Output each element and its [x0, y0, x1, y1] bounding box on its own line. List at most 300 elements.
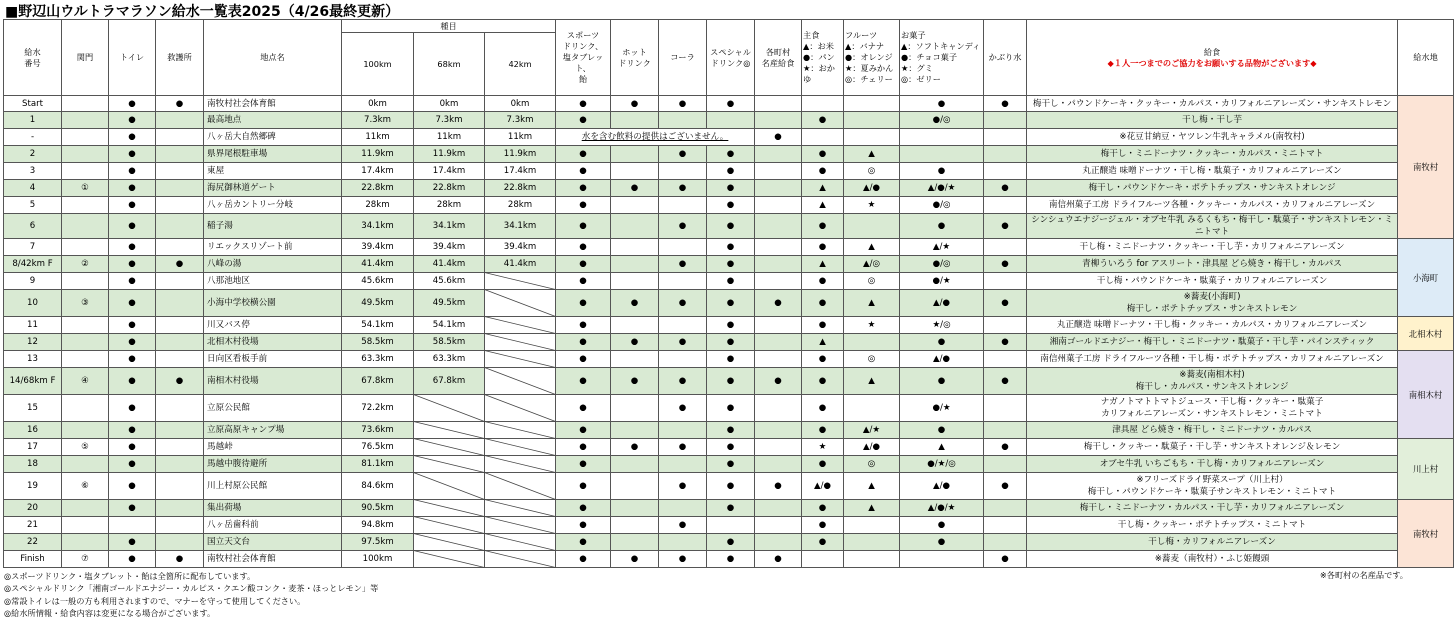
sweets-mark: ●/★ — [900, 273, 984, 290]
aid-station-mark — [156, 239, 204, 256]
hot-drink-mark — [611, 256, 659, 273]
distance-42km: 17.4km — [485, 163, 556, 180]
toilet-mark: ● — [109, 422, 156, 439]
sweets-mark: ● — [900, 214, 984, 239]
place-name: 集出荷場 — [204, 500, 342, 517]
distance-100km: 58.5km — [342, 334, 414, 351]
checkpoint-mark — [62, 517, 109, 534]
station-number: 17 — [4, 439, 62, 456]
station-number: 10 — [4, 290, 62, 317]
local-food-mark — [755, 534, 802, 551]
aid-station-mark — [156, 129, 204, 146]
fruit-mark: ▲/★ — [844, 422, 900, 439]
toilet-mark: ● — [109, 534, 156, 551]
place-name: 馬越中腹待避所 — [204, 456, 342, 473]
staple-food-mark: ▲ — [802, 334, 844, 351]
food-items: ※蕎麦(南相木村) 梅干し・カルパス・サンキストオレンジ — [1027, 368, 1398, 395]
fruit-mark: ◎ — [844, 351, 900, 368]
toilet-mark: ● — [109, 334, 156, 351]
distance-100km: 45.6km — [342, 273, 414, 290]
splash-water-mark — [984, 534, 1027, 551]
distance-68km — [414, 534, 485, 551]
header-water: かぶり水 — [984, 20, 1027, 96]
checkpoint-mark — [62, 239, 109, 256]
sweets-mark: ●/★ — [900, 395, 984, 422]
distance-42km: 11.9km — [485, 146, 556, 163]
cola-mark: ● — [659, 214, 707, 239]
place-name: 稲子湯 — [204, 214, 342, 239]
header-toilet: トイレ — [109, 20, 156, 96]
checkpoint-mark: ⑥ — [62, 473, 109, 500]
area-label: 南牧村 — [1398, 96, 1454, 239]
checkpoint-mark — [62, 317, 109, 334]
staple-food-mark: ● — [802, 395, 844, 422]
distance-68km: 63.3km — [414, 351, 485, 368]
local-food-mark — [755, 395, 802, 422]
checkpoint-mark: ② — [62, 256, 109, 273]
distance-42km — [485, 334, 556, 351]
distance-68km: 49.5km — [414, 290, 485, 317]
table-row — [4, 368, 1454, 395]
special-drink-mark: ● — [707, 197, 755, 214]
fruit-mark — [844, 517, 900, 534]
checkpoint-mark — [62, 456, 109, 473]
sports-drink-mark: ● — [556, 290, 611, 317]
fruit-mark: ◎ — [844, 163, 900, 180]
distance-68km: 28km — [414, 197, 485, 214]
checkpoint-mark: ⑤ — [62, 439, 109, 456]
place-name: 立原高原キャンプ場 — [204, 422, 342, 439]
distance-68km: 54.1km — [414, 317, 485, 334]
checkpoint-mark — [62, 422, 109, 439]
distance-100km: 41.4km — [342, 256, 414, 273]
food-items: ※花豆甘納豆・ヤツレン牛乳キャラメル(南牧村) — [1027, 129, 1398, 146]
distance-68km: 7.3km — [414, 112, 485, 129]
hot-drink-mark — [611, 517, 659, 534]
distance-100km: 0km — [342, 96, 414, 112]
sports-drink-mark: ● — [556, 256, 611, 273]
station-number: 1 — [4, 112, 62, 129]
sweets-mark: ▲/● — [900, 351, 984, 368]
fruit-mark: ▲ — [844, 368, 900, 395]
cola-mark — [659, 197, 707, 214]
table-row — [4, 146, 1454, 163]
special-drink-mark: ● — [707, 334, 755, 351]
hot-drink-mark — [611, 473, 659, 500]
local-food-mark — [755, 351, 802, 368]
distance-42km — [485, 368, 556, 395]
cola-mark: ● — [659, 334, 707, 351]
footnote: ◎スポーツドリンク・塩タブレット・飴は全箇所に配布しています。 — [4, 571, 256, 581]
table-row — [4, 456, 1454, 473]
place-name: 最高地点 — [204, 112, 342, 129]
header-local: 各町村 名産給食 — [755, 20, 802, 96]
staple-food-mark: ● — [802, 290, 844, 317]
sports-drink-mark: ● — [556, 180, 611, 197]
splash-water-mark: ● — [984, 334, 1027, 351]
distance-42km — [485, 422, 556, 439]
splash-water-mark — [984, 163, 1027, 180]
cola-mark — [659, 351, 707, 368]
special-drink-mark: ● — [707, 214, 755, 239]
fruit-mark: ▲/● — [844, 439, 900, 456]
food-items: 梅干し・パウンドケーキ・クッキー・カルパス・カリフォルニアレーズン・サンキストレモン — [1027, 96, 1398, 112]
checkpoint-mark — [62, 273, 109, 290]
staple-food-mark: ● — [802, 146, 844, 163]
fruit-mark: ★ — [844, 197, 900, 214]
food-items: ※フリーズドライ野菜スープ（川上村） 梅干し・パウンドケーキ・駄菓子サンキストレモン・ミニトマト — [1027, 473, 1398, 500]
table-row — [4, 163, 1454, 180]
toilet-mark: ● — [109, 96, 156, 112]
splash-water-mark — [984, 395, 1027, 422]
splash-water-mark: ● — [984, 368, 1027, 395]
distance-100km: 81.1km — [342, 456, 414, 473]
sweets-mark: ● — [900, 334, 984, 351]
toilet-mark: ● — [109, 500, 156, 517]
fruit-mark — [844, 112, 900, 129]
food-items: 干し梅・ミニドーナツ・クッキー・干し芋・カリフォルニアレーズン — [1027, 239, 1398, 256]
splash-water-mark: ● — [984, 180, 1027, 197]
distance-42km — [485, 456, 556, 473]
cola-mark — [659, 534, 707, 551]
local-food-mark — [755, 96, 802, 112]
cola-mark — [659, 456, 707, 473]
staple-food-mark: ● — [802, 163, 844, 180]
splash-water-mark: ● — [984, 473, 1027, 500]
food-items: 丸正醸造 味噌ドーナツ・干し梅・駄菓子・カリフォルニアレーズン — [1027, 163, 1398, 180]
toilet-mark: ● — [109, 439, 156, 456]
distance-42km: 28km — [485, 197, 556, 214]
food-items: ※蕎麦(小海町) 梅干し・ポテトチップス・サンキストレモン — [1027, 290, 1398, 317]
special-drink-mark: ● — [707, 180, 755, 197]
cola-mark — [659, 317, 707, 334]
sports-drink-mark: ● — [556, 239, 611, 256]
distance-42km: 34.1km — [485, 214, 556, 239]
toilet-mark: ● — [109, 112, 156, 129]
aid-station-mark: ● — [156, 368, 204, 395]
distance-42km — [485, 473, 556, 500]
distance-68km: 39.4km — [414, 239, 485, 256]
aid-station-mark: ● — [156, 96, 204, 112]
distance-68km: 11km — [414, 129, 485, 146]
special-drink-mark: ● — [707, 500, 755, 517]
header-sports: スポーツ ドリンク、 塩タブレット、 飴 — [556, 20, 611, 96]
page-title: ■野辺山ウルトラマラソン給水一覧表2025（4/26最終更新） — [5, 4, 400, 20]
sports-drink-mark: ● — [556, 273, 611, 290]
sports-drink-mark: ● — [556, 439, 611, 456]
aid-station-mark — [156, 351, 204, 368]
station-number: 2 — [4, 146, 62, 163]
sweets-mark: ▲/★ — [900, 239, 984, 256]
food-items: 丸正醸造 味噌ドーナツ・干し梅・クッキー・カルパス・カリフォルニアレーズン — [1027, 317, 1398, 334]
fruit-mark — [844, 395, 900, 422]
place-name: 県界尾根駐車場 — [204, 146, 342, 163]
food-items: 梅干し・パウンドケーキ・ポテトチップス・サンキストオレンジ — [1027, 180, 1398, 197]
station-number: 9 — [4, 273, 62, 290]
toilet-mark: ● — [109, 456, 156, 473]
distance-100km: 100km — [342, 551, 414, 568]
cola-mark: ● — [659, 146, 707, 163]
toilet-mark: ● — [109, 197, 156, 214]
toilet-mark: ● — [109, 129, 156, 146]
sports-drink-mark: ● — [556, 163, 611, 180]
distance-42km — [485, 551, 556, 568]
food-items: 干し梅・パウンドケーキ・駄菓子・カリフォルニアレーズン — [1027, 273, 1398, 290]
distance-42km: 41.4km — [485, 256, 556, 273]
aid-station-mark — [156, 180, 204, 197]
food-items: 青柳ういろう for アスリート・津具屋 どら焼き・梅干し・カルパス — [1027, 256, 1398, 273]
distance-100km: 84.6km — [342, 473, 414, 500]
sports-drink-mark: ● — [556, 422, 611, 439]
local-food-mark — [755, 317, 802, 334]
local-food-mark — [755, 214, 802, 239]
distance-42km — [485, 534, 556, 551]
toilet-mark: ● — [109, 273, 156, 290]
sports-drink-mark: ● — [556, 500, 611, 517]
staple-food-mark — [802, 129, 844, 146]
staple-food-mark: ★ — [802, 439, 844, 456]
special-drink-mark: ● — [707, 96, 755, 112]
sports-drink-mark: ● — [556, 197, 611, 214]
sports-drink-mark: ● — [556, 517, 611, 534]
hot-drink-mark: ● — [611, 96, 659, 112]
local-food-mark — [755, 163, 802, 180]
cola-mark: ● — [659, 517, 707, 534]
checkpoint-mark — [62, 197, 109, 214]
special-drink-mark: ● — [707, 551, 755, 568]
checkpoint-mark — [62, 112, 109, 129]
staple-food-mark: ● — [802, 351, 844, 368]
sports-drink-mark: ● — [556, 214, 611, 239]
local-food-mark — [755, 197, 802, 214]
splash-water-mark: ● — [984, 256, 1027, 273]
fruit-mark: ▲/◎ — [844, 256, 900, 273]
distance-42km — [485, 395, 556, 422]
hot-drink-mark — [611, 239, 659, 256]
fruit-mark: ▲ — [844, 500, 900, 517]
sports-drink-mark: ● — [556, 351, 611, 368]
hot-drink-mark — [611, 197, 659, 214]
fruit-mark — [844, 214, 900, 239]
special-drink-mark: ● — [707, 473, 755, 500]
local-food-mark — [755, 334, 802, 351]
station-number: 19 — [4, 473, 62, 500]
station-number: 13 — [4, 351, 62, 368]
staple-food-mark: ▲ — [802, 197, 844, 214]
station-number: 18 — [4, 456, 62, 473]
splash-water-mark — [984, 197, 1027, 214]
staple-food-mark: ▲ — [802, 180, 844, 197]
toilet-mark — [109, 517, 156, 534]
distance-100km: 39.4km — [342, 239, 414, 256]
sports-drink-mark: ● — [556, 551, 611, 568]
hot-drink-mark — [611, 214, 659, 239]
table-row — [4, 273, 1454, 290]
food-items: シンシュウエナジージェル・オブセ牛乳 みるくもち・梅干し・駄菓子・サンキストレモン・ミニトマト — [1027, 214, 1398, 239]
place-name: リエックスリゾート前 — [204, 239, 342, 256]
splash-water-mark — [984, 239, 1027, 256]
aid-station-mark — [156, 197, 204, 214]
cola-mark: ● — [659, 368, 707, 395]
fruit-mark — [844, 129, 900, 146]
place-name: 八ヶ岳歯科前 — [204, 517, 342, 534]
place-name: 日向区看板手前 — [204, 351, 342, 368]
distance-42km — [485, 439, 556, 456]
special-drink-mark: ● — [707, 239, 755, 256]
checkpoint-mark — [62, 395, 109, 422]
place-name: 八那池地区 — [204, 273, 342, 290]
local-food-mark — [755, 422, 802, 439]
checkpoint-mark — [62, 351, 109, 368]
special-drink-mark: ● — [707, 256, 755, 273]
hot-drink-mark: ● — [611, 180, 659, 197]
local-food-mark: ● — [755, 473, 802, 500]
table-row — [4, 395, 1454, 422]
local-food-mark — [755, 500, 802, 517]
food-items: 干し梅・クッキー・ポテトチップス・ミニトマト — [1027, 517, 1398, 534]
table-row — [4, 239, 1454, 256]
splash-water-mark: ● — [984, 439, 1027, 456]
footnotes — [4, 570, 378, 620]
cola-mark: ● — [659, 473, 707, 500]
table-row — [4, 517, 1454, 534]
local-food-mark — [755, 256, 802, 273]
toilet-mark: ● — [109, 146, 156, 163]
sports-drink-mark: ● — [556, 96, 611, 112]
station-number: 21 — [4, 517, 62, 534]
aid-station-mark: ● — [156, 256, 204, 273]
staple-food-mark: ● — [802, 317, 844, 334]
place-name: 北相木村役場 — [204, 334, 342, 351]
checkpoint-mark — [62, 146, 109, 163]
hot-drink-mark — [611, 456, 659, 473]
cola-mark — [659, 273, 707, 290]
fruit-mark: ★ — [844, 317, 900, 334]
staple-food-mark: ● — [802, 422, 844, 439]
header-42km: 42km — [485, 33, 556, 96]
staple-food-mark: ● — [802, 456, 844, 473]
toilet-mark: ● — [109, 290, 156, 317]
splash-water-mark — [984, 129, 1027, 146]
header-sweets: お菓子 ▲：ソフトキャンディ ●：チョコ菓子 ★：グミ ◎：ゼリー — [900, 20, 984, 96]
hot-drink-mark — [611, 500, 659, 517]
hot-drink-mark: ● — [611, 368, 659, 395]
distance-100km: 94.8km — [342, 517, 414, 534]
special-drink-mark: ● — [707, 368, 755, 395]
hot-drink-mark — [611, 351, 659, 368]
distance-68km — [414, 551, 485, 568]
area-label: 北相木村 — [1398, 317, 1454, 351]
checkpoint-mark — [62, 129, 109, 146]
header-no: 給水 番号 — [4, 20, 62, 96]
distance-100km: 97.5km — [342, 534, 414, 551]
fruit-mark: ▲ — [844, 239, 900, 256]
header-special: スペシャル ドリンク◎ — [707, 20, 755, 96]
distance-100km: 76.5km — [342, 439, 414, 456]
header-staple: 主食 ▲：お米 ●：パン ★：おかゆ — [802, 20, 844, 96]
footnote-local-specialty: ※各町村の名産品です。 — [1319, 570, 1408, 580]
checkpoint-mark: ⑦ — [62, 551, 109, 568]
distance-100km: 7.3km — [342, 112, 414, 129]
food-items: 干し梅・カリフォルニアレーズン — [1027, 534, 1398, 551]
local-food-mark — [755, 517, 802, 534]
distance-68km: 11.9km — [414, 146, 485, 163]
aid-station-mark — [156, 500, 204, 517]
distance-42km — [485, 317, 556, 334]
place-name: 立原公民館 — [204, 395, 342, 422]
food-items: 梅干し・クッキー・駄菓子・干し芋・サンキストオレンジ＆レモン — [1027, 439, 1398, 456]
cola-mark: ● — [659, 96, 707, 112]
station-number: - — [4, 129, 62, 146]
food-items: 湘南ゴールドエナジー・梅干し・ミニドーナツ・駄菓子・干し芋・パインスティック — [1027, 334, 1398, 351]
table-body — [4, 96, 1454, 568]
checkpoint-mark: ③ — [62, 290, 109, 317]
station-number: Start — [4, 96, 62, 112]
aid-station-mark — [156, 214, 204, 239]
distance-100km: 54.1km — [342, 317, 414, 334]
fruit-mark: ▲ — [844, 146, 900, 163]
staple-food-mark: ▲ — [802, 256, 844, 273]
splash-water-mark — [984, 146, 1027, 163]
cola-mark — [659, 112, 707, 129]
fruit-mark: ▲ — [844, 290, 900, 317]
header-gate: 関門 — [62, 20, 109, 96]
sweets-mark: ●/◎ — [900, 256, 984, 273]
sports-drink-mark: ● — [556, 456, 611, 473]
area-label: 南牧村 — [1398, 500, 1454, 568]
toilet-mark: ● — [109, 551, 156, 568]
local-food-mark: ● — [755, 368, 802, 395]
special-drink-mark: ● — [707, 395, 755, 422]
place-name: 小海中学校横公園 — [204, 290, 342, 317]
distance-42km — [485, 273, 556, 290]
splash-water-mark — [984, 456, 1027, 473]
fruit-mark — [844, 96, 900, 112]
aid-station-mark — [156, 112, 204, 129]
hot-drink-mark — [611, 317, 659, 334]
place-name: 八ヶ岳大自然郷碑 — [204, 129, 342, 146]
distance-42km: 7.3km — [485, 112, 556, 129]
splash-water-mark — [984, 517, 1027, 534]
local-food-mark: ● — [755, 129, 802, 146]
toilet-mark: ● — [109, 239, 156, 256]
place-name: 東屋 — [204, 163, 342, 180]
sports-drink-mark: ● — [556, 395, 611, 422]
distance-100km: 28km — [342, 197, 414, 214]
aid-station-mark — [156, 517, 204, 534]
cola-mark — [659, 163, 707, 180]
cola-mark: ● — [659, 395, 707, 422]
local-food-mark — [755, 439, 802, 456]
place-name: 南牧村社会体育館 — [204, 551, 342, 568]
splash-water-mark — [984, 422, 1027, 439]
staple-food-mark: ● — [802, 368, 844, 395]
hot-drink-mark — [611, 146, 659, 163]
header-area: 給水地 — [1398, 20, 1454, 96]
special-drink-mark — [707, 112, 755, 129]
sports-drink-mark: ● — [556, 112, 611, 129]
food-items: 梅干し・ミニドーナツ・カルパス・干し芋・カリフォルニアレーズン — [1027, 500, 1398, 517]
toilet-mark: ● — [109, 163, 156, 180]
cola-mark: ● — [659, 439, 707, 456]
special-drink-mark — [707, 517, 755, 534]
header-food-label: 給食 — [1203, 46, 1221, 57]
distance-100km: 34.1km — [342, 214, 414, 239]
special-drink-mark: ● — [707, 351, 755, 368]
toilet-mark: ● — [109, 214, 156, 239]
hot-drink-mark — [611, 273, 659, 290]
cola-mark: ● — [659, 551, 707, 568]
